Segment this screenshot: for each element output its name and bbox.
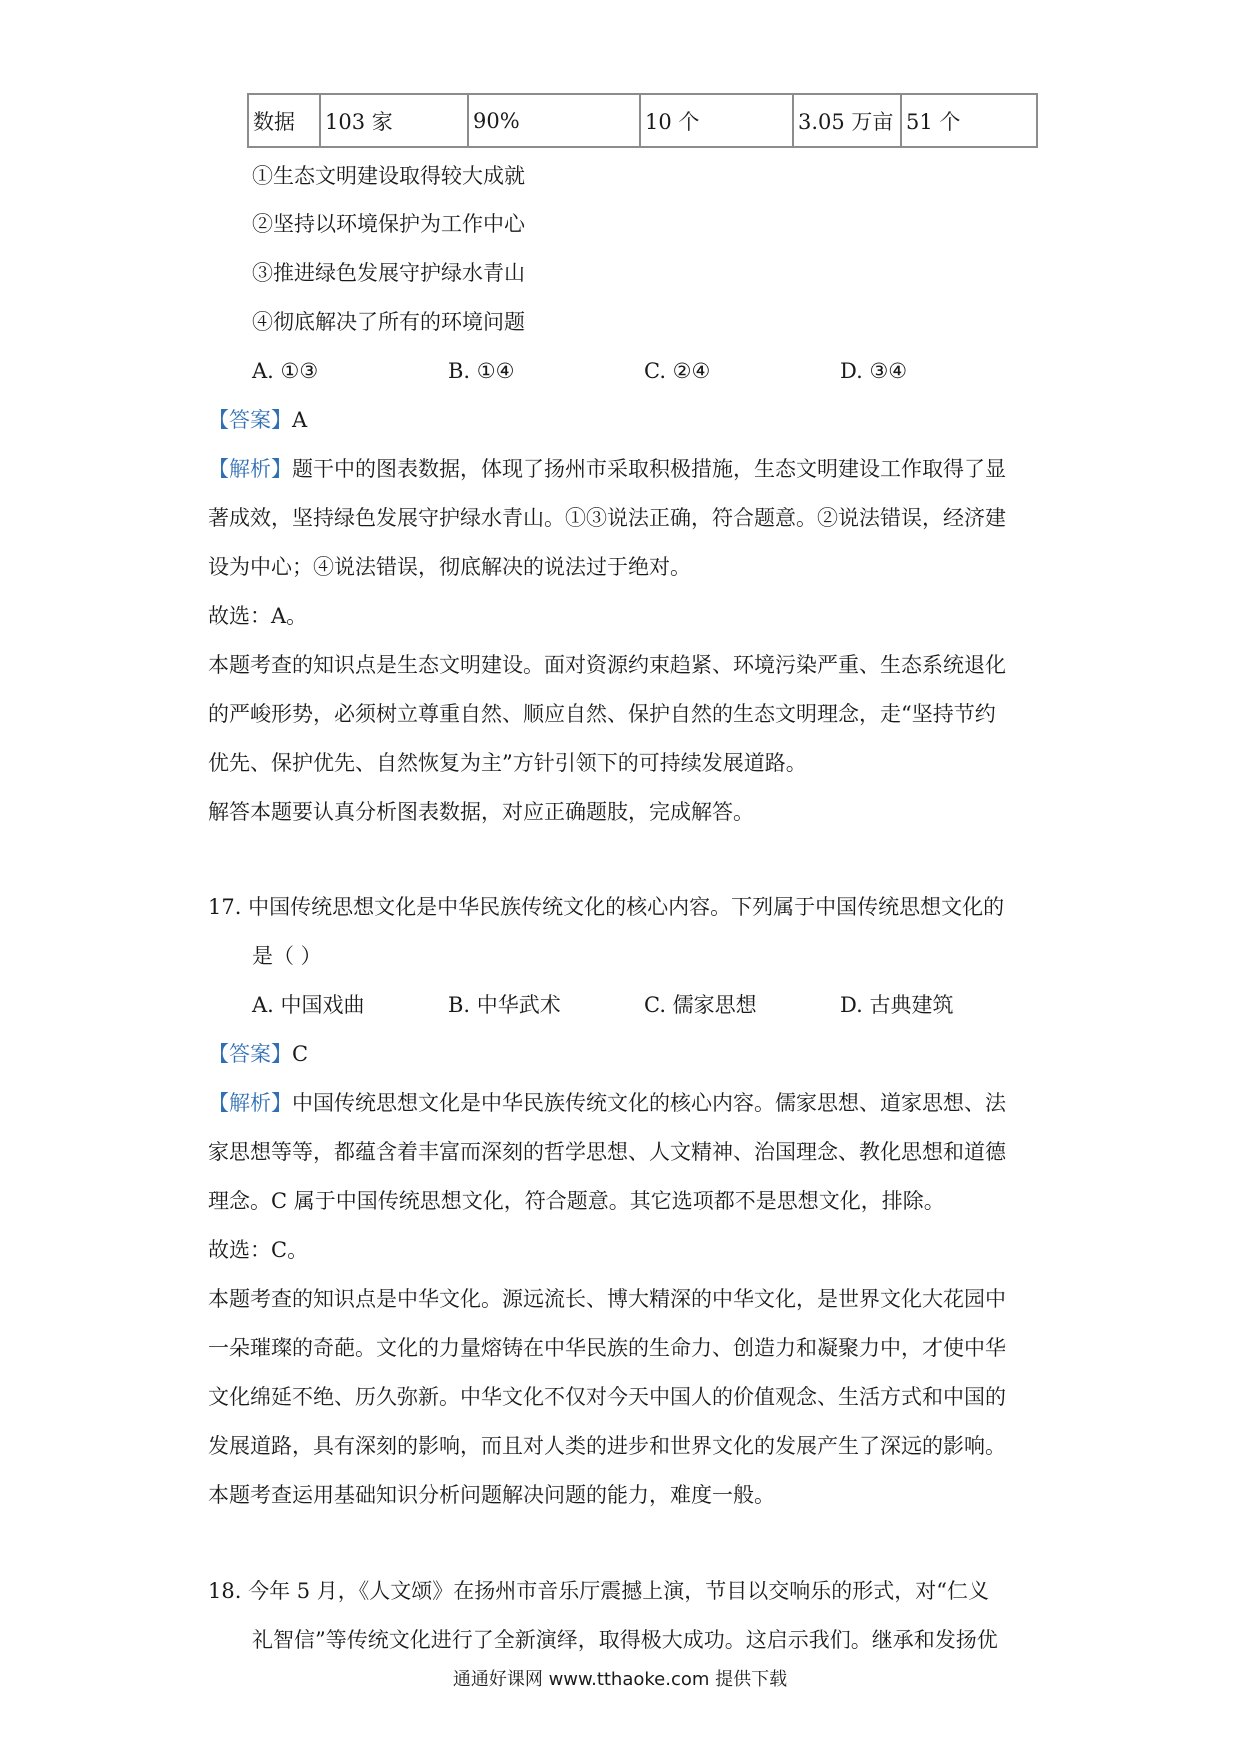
q17-knowledge-line: 本题考查的知识点是中华文化。源远流长、博大精深的中华文化，是世界文化大花园中 bbox=[208, 1287, 1006, 1311]
q17-analysis-line: 家思想等等，都蕴含着丰富而深刻的哲学思想、人文精神、治国理念、教化思想和道德 bbox=[208, 1140, 1006, 1164]
q16-choose: 故选：A。 bbox=[208, 604, 308, 628]
answer-value: C bbox=[292, 1042, 309, 1066]
table-cell: 51 个 bbox=[901, 94, 1037, 147]
q18-stem-line: 礼智信”等传统文化进行了全新演绎，取得极大成功。这启示我们。继承和发扬优 bbox=[252, 1628, 998, 1652]
table-cell: 103 家 bbox=[320, 94, 468, 147]
q16-knowledge-line: 解答本题要认真分析图表数据，对应正确题肢，完成解答。 bbox=[208, 800, 754, 824]
q16-analysis-line bbox=[208, 455, 1006, 483]
q17-knowledge-line: 本题考查运用基础知识分析问题解决问题的能力，难度一般。 bbox=[208, 1483, 775, 1507]
answer-value: A bbox=[292, 408, 308, 432]
q16-analysis-line: 设为中心；④说法错误，彻底解决的说法过于绝对。 bbox=[208, 555, 691, 579]
analysis-text: 中国传统思想文化是中华民族传统文化的核心内容。儒家思想、道家思想、法 bbox=[292, 1091, 1006, 1115]
q18-stem-line: 18. 今年 5 月，《人文颂》在扬州市音乐厅震撼上演，节目以交响乐的形式，对“仁义 bbox=[208, 1579, 990, 1603]
q16-knowledge-line: 优先、保护优先、自然恢复为主”方针引领下的可持续发展道路。 bbox=[208, 751, 807, 775]
analysis-text: 题干中的图表数据，体现了扬州市采取积极措施，生态文明建设工作取得了显 bbox=[292, 457, 1006, 481]
q17-answer bbox=[208, 1040, 308, 1068]
q17-stem-line: 17. 中国传统思想文化是中华民族传统文化的核心内容。下列属于中国传统思想文化的 bbox=[208, 895, 1005, 919]
table-cell: 10 个 bbox=[640, 94, 793, 147]
option-d: D. ③④ bbox=[840, 359, 908, 383]
q17-analysis-line: 理念。C 属于中国传统思想文化，符合题意。其它选项都不是思想文化，排除。 bbox=[208, 1189, 945, 1213]
q17-knowledge-line: 发展道路，具有深刻的影响，而且对人类的进步和世界文化的发展产生了深远的影响。 bbox=[208, 1434, 1006, 1458]
option-d: D. 古典建筑 bbox=[840, 993, 954, 1017]
table-cell: 90% bbox=[468, 94, 640, 147]
option-c: C. ②④ bbox=[644, 359, 711, 383]
q17-knowledge-line: 一朵璀璨的奇葩。文化的力量熔铸在中华民族的生命力、创造力和凝聚力中，才使中华 bbox=[208, 1336, 1006, 1360]
table-cell: 3.05 万亩 bbox=[793, 94, 901, 147]
analysis-tag: 【解析】 bbox=[208, 457, 292, 481]
option-a: A. ①③ bbox=[252, 359, 319, 383]
answer-tag: 【答案】 bbox=[208, 408, 292, 432]
q17-choose: 故选：C。 bbox=[208, 1238, 309, 1262]
data-table bbox=[247, 93, 1038, 148]
q16-statement: ②坚持以环境保护为工作中心 bbox=[252, 212, 525, 236]
option-b: B. ①④ bbox=[448, 359, 515, 383]
q17-analysis-line bbox=[208, 1089, 1006, 1117]
q16-statement: ③推进绿色发展守护绿水青山 bbox=[252, 261, 525, 285]
page-footer: 通通好课网 www.tthaoke.com 提供下载 bbox=[452, 1669, 788, 1690]
answer-tag: 【答案】 bbox=[208, 1042, 292, 1066]
option-a: A. 中国戏曲 bbox=[252, 993, 365, 1017]
option-b: B. 中华武术 bbox=[448, 993, 561, 1017]
q16-statement: ④彻底解决了所有的环境问题 bbox=[252, 310, 525, 334]
q16-analysis-line: 著成效，坚持绿色发展守护绿水青山。①③说法正确，符合题意。②说法错误，经济建 bbox=[208, 506, 1006, 530]
q16-knowledge-line: 本题考查的知识点是生态文明建设。面对资源约束趋紧、环境污染严重、生态系统退化 bbox=[208, 653, 1006, 677]
q17-stem-line: 是（ ） bbox=[252, 944, 322, 968]
table-row bbox=[248, 94, 1037, 147]
q16-answer bbox=[208, 406, 307, 434]
option-c: C. 儒家思想 bbox=[644, 993, 757, 1017]
q16-knowledge-line: 的严峻形势，必须树立尊重自然、顺应自然、保护自然的生态文明理念，走“坚持节约 bbox=[208, 702, 996, 726]
analysis-tag: 【解析】 bbox=[208, 1091, 292, 1115]
q17-knowledge-line: 文化绵延不绝、历久弥新。中华文化不仅对今天中国人的价值观念、生活方式和中国的 bbox=[208, 1385, 1006, 1409]
q16-statement: ①生态文明建设取得较大成就 bbox=[252, 164, 525, 188]
table-cell: 数据 bbox=[248, 94, 320, 147]
